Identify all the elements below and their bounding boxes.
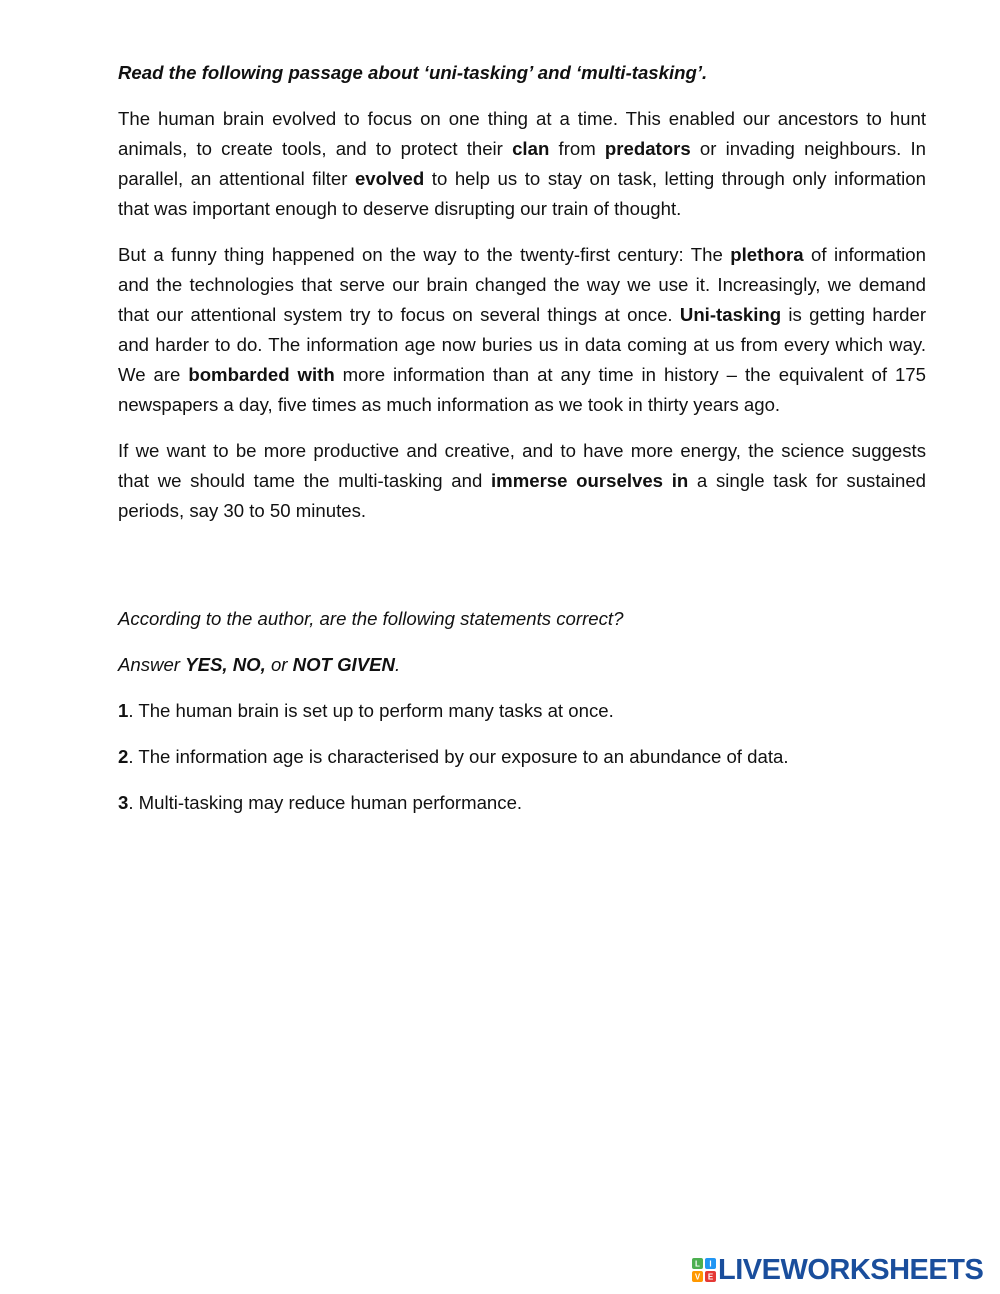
question-item: [118, 742, 926, 772]
question-text: . The information age is characterised by our exposure to an abundance of data.: [128, 746, 789, 767]
keyword-predators: predators: [604, 138, 691, 159]
keyword-uni-tasking: Uni-tasking: [679, 304, 782, 325]
text: If we want to be more productive and creative, and to have more energy, the science suggests that we should tame the multi-tasking and: [118, 440, 926, 491]
svg-text:E: E: [707, 1272, 714, 1282]
brand-name: LIVEWORKSHEETS: [718, 1254, 984, 1286]
keyword-plethora: plethora: [730, 244, 804, 265]
question-text: . Multi-tasking may reduce human performance.: [128, 792, 523, 813]
text: from: [549, 138, 605, 159]
liveworksheets-logo: [692, 1253, 983, 1287]
answer-instructions: [118, 650, 926, 680]
passage-paragraph-2: [118, 240, 926, 420]
text: or invading neighbours. In parallel, an attentional filter: [118, 138, 927, 189]
worksheet-page: [118, 58, 926, 834]
question-number: 2: [118, 746, 129, 767]
text: Answer: [118, 654, 186, 675]
keyword-clan: clan: [512, 138, 550, 159]
question-number: 3: [118, 792, 129, 813]
text: The human brain evolved to focus on one thing at a time. This enabled our ancestors to hunt animals, to create tools, and to protect their: [118, 108, 926, 159]
question-item: [118, 788, 926, 818]
option-yes: YES,: [185, 654, 228, 675]
text: or: [265, 654, 293, 675]
passage-paragraph-3: [118, 436, 926, 526]
question-number: 1: [118, 700, 129, 721]
instruction-heading: Read the following passage about ‘uni-tasking’ and ‘multi-tasking’.: [118, 62, 708, 83]
keyword-evolved: evolved: [354, 168, 425, 189]
keyword-bombarded-with: bombarded with: [188, 364, 335, 385]
question-item: [118, 696, 926, 726]
question-prompt: According to the author, are the following statements correct?: [118, 608, 624, 629]
liveworksheets-logo-icon: [692, 1258, 716, 1282]
text: of information and the technologies that serve our brain changed the way we use it. Increasingly, we demand that our attentional system try to focus on several things at once.: [118, 244, 926, 325]
text: is getting harder and harder to do. The information age now buries us in data coming at us from every which way. We are: [118, 304, 927, 385]
text: But a funny thing happened on the way to the twenty-first century: The: [118, 244, 731, 265]
text: more information than at any time in history – the equivalent of 175 newspapers a day, five times as much information as we took in thirty years ago.: [118, 364, 926, 415]
svg-text:L: L: [695, 1259, 700, 1269]
svg-text:I: I: [709, 1259, 712, 1269]
text: a single task for sustained periods, say 30 to 50 minutes.: [118, 470, 927, 521]
passage-paragraph-1: [118, 104, 926, 224]
text: to help us to stay on task, letting through only information that was important enough to deserve disrupting our train of thought.: [118, 168, 926, 219]
question-text: . The human brain is set up to perform many tasks at once.: [128, 700, 614, 721]
option-not-given: NOT GIVEN: [292, 654, 395, 675]
svg-text:V: V: [694, 1272, 701, 1282]
spacer: [118, 542, 926, 604]
text: .: [394, 654, 401, 675]
option-no: NO,: [232, 654, 266, 675]
keyword-immerse-ourselves-in: immerse ourselves in: [491, 470, 689, 491]
